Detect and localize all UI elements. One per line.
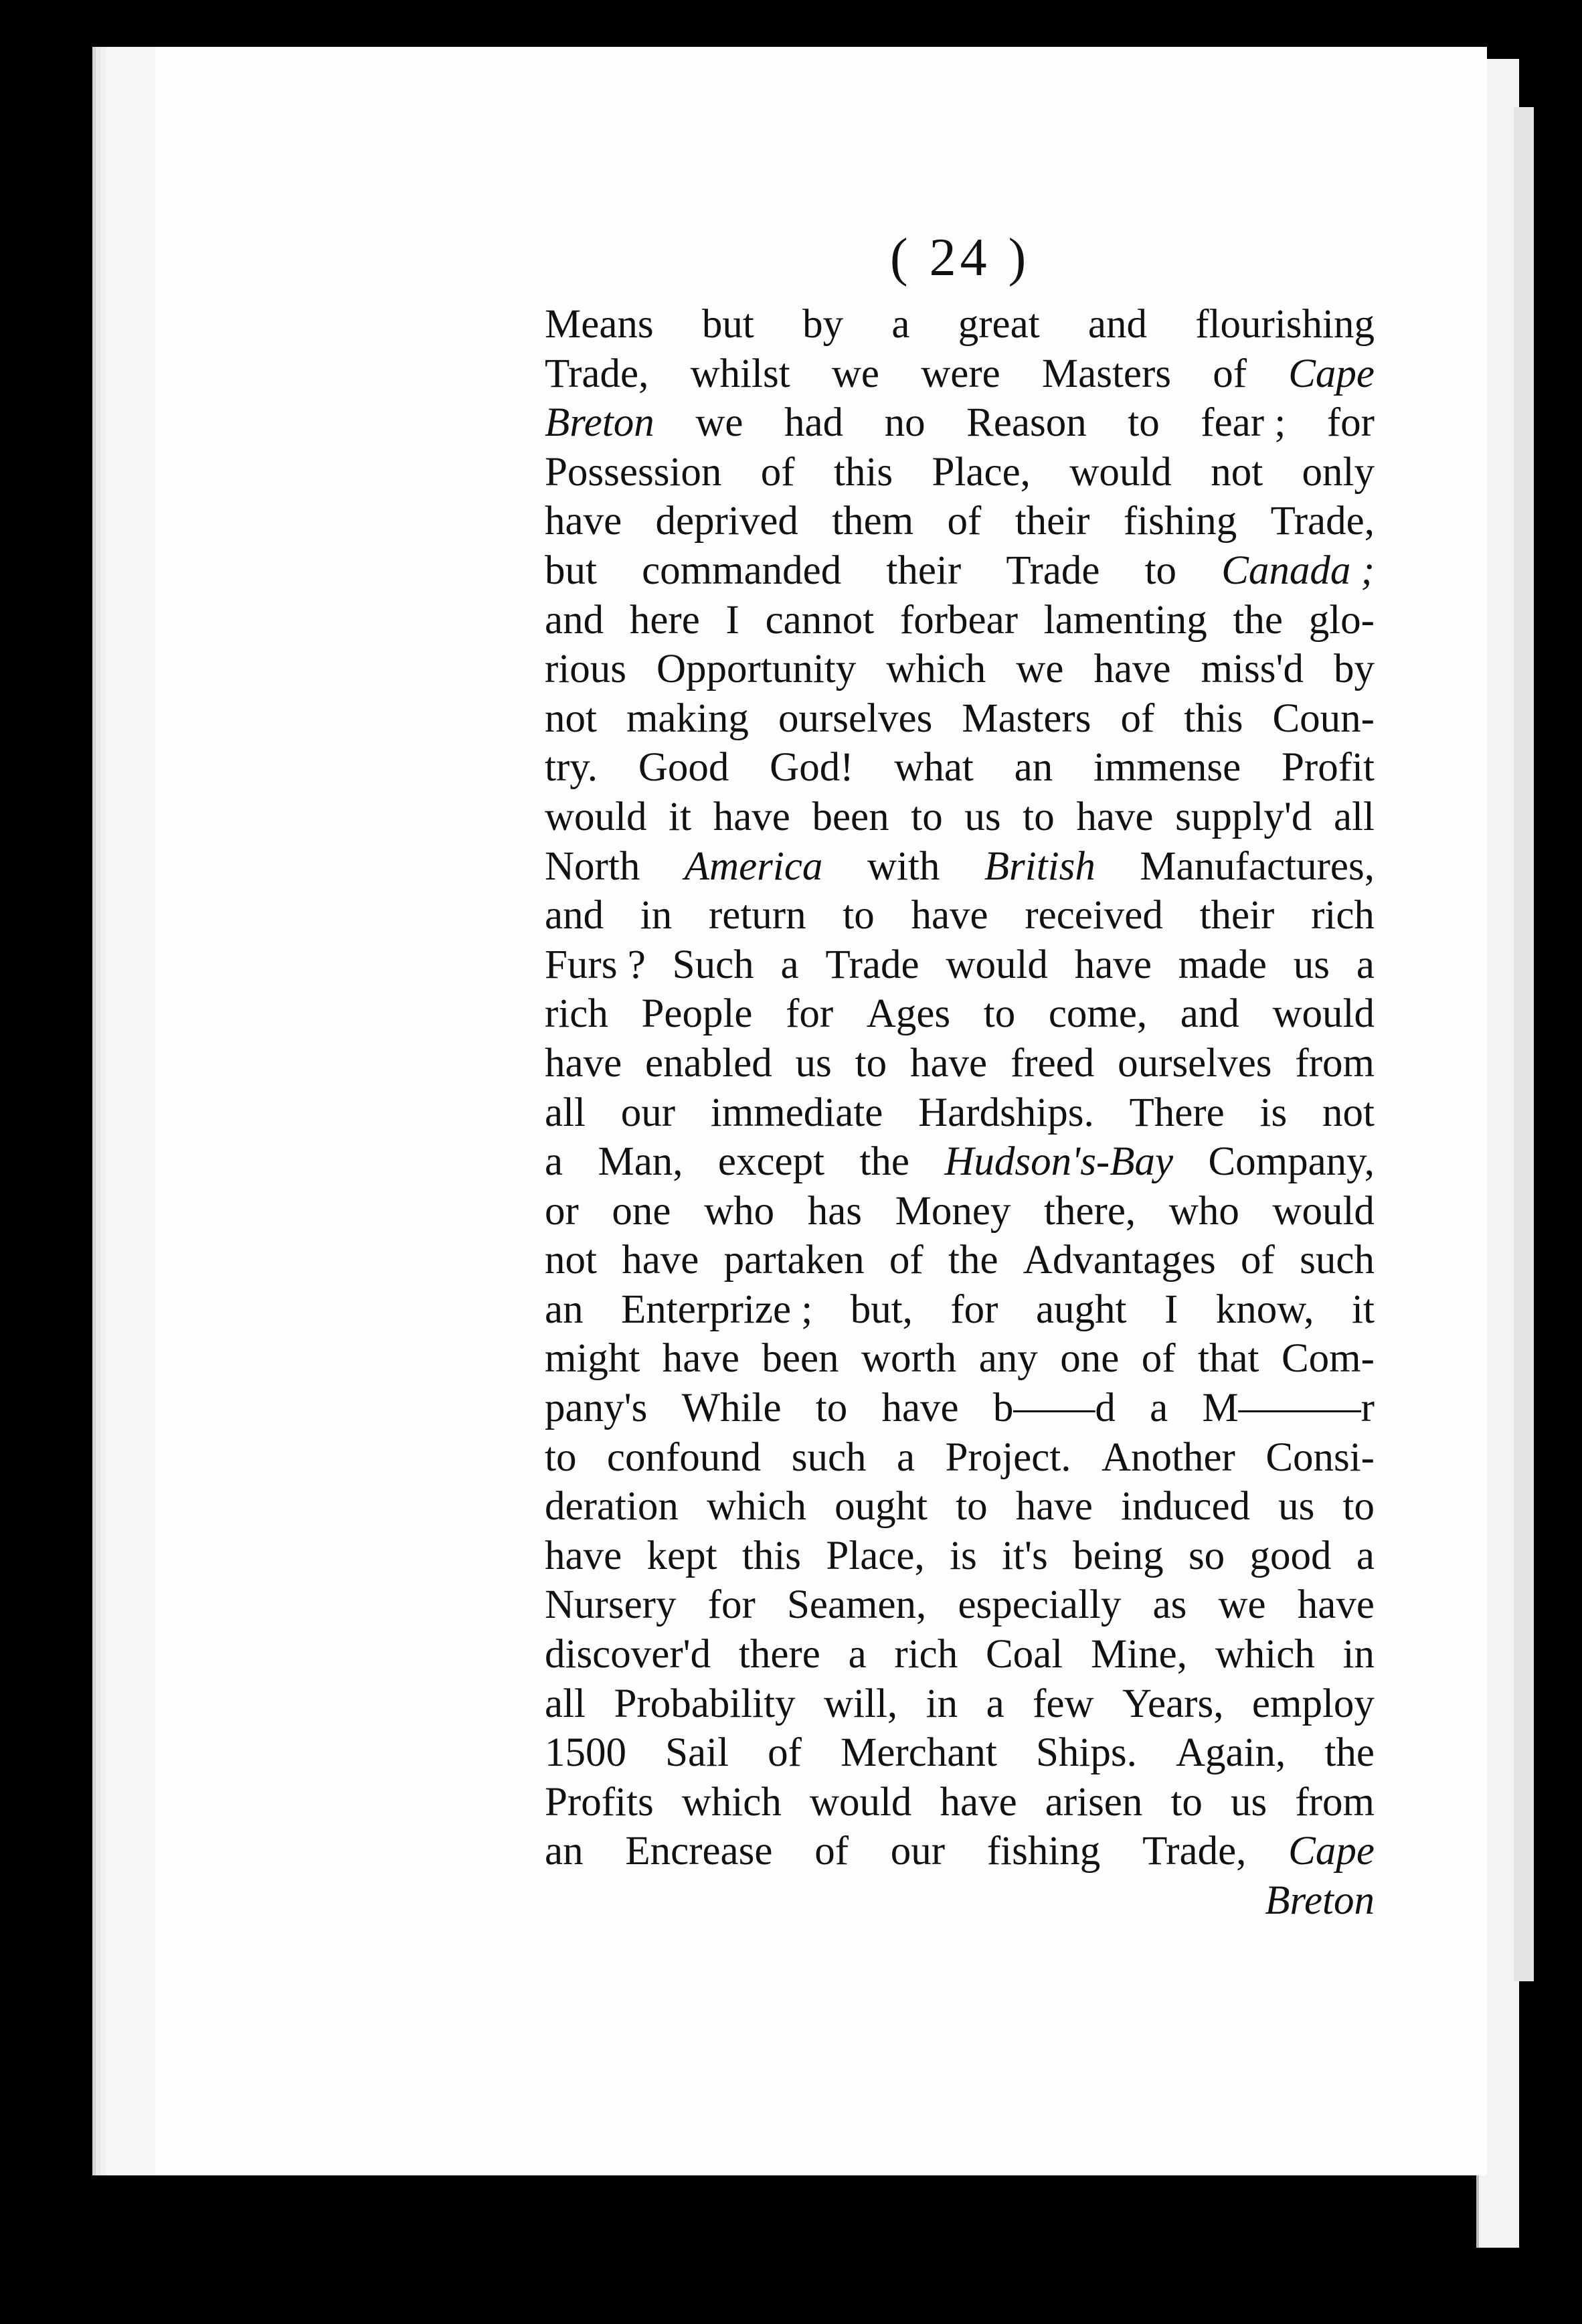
word: Man, bbox=[598, 1139, 683, 1185]
word: Trade bbox=[1006, 548, 1100, 593]
word: one bbox=[1060, 1336, 1120, 1382]
word: freed bbox=[1010, 1040, 1095, 1086]
word: but bbox=[701, 302, 754, 347]
word: us bbox=[1278, 1484, 1315, 1529]
word: them bbox=[832, 499, 914, 544]
text-line bbox=[545, 1778, 1375, 1827]
word: Possession bbox=[545, 449, 722, 495]
text-line bbox=[545, 1679, 1375, 1729]
word: all bbox=[1333, 794, 1375, 839]
word: Trade bbox=[825, 942, 919, 987]
word: ought bbox=[834, 1484, 928, 1529]
word: Trade, bbox=[1142, 1829, 1247, 1874]
word: Cape bbox=[1288, 351, 1375, 396]
word: an bbox=[545, 1286, 584, 1332]
word: Reason bbox=[966, 400, 1087, 446]
text-line bbox=[545, 349, 1375, 399]
word: or bbox=[545, 1188, 579, 1234]
word: especially bbox=[958, 1582, 1122, 1628]
word: being bbox=[1073, 1533, 1164, 1578]
word: Masters bbox=[1041, 351, 1172, 396]
text-line bbox=[545, 1285, 1375, 1335]
text-line bbox=[545, 300, 1375, 349]
word: supply'd bbox=[1175, 794, 1312, 839]
word: to bbox=[1023, 794, 1055, 839]
word: lamenting bbox=[1043, 597, 1207, 643]
word: of bbox=[1120, 695, 1155, 741]
word: except bbox=[717, 1139, 825, 1185]
word: we bbox=[1218, 1582, 1266, 1628]
word: has bbox=[807, 1188, 863, 1234]
word: b——d bbox=[992, 1386, 1116, 1431]
word: but bbox=[545, 548, 597, 593]
word: 1500 bbox=[545, 1730, 626, 1776]
word: by bbox=[1333, 647, 1375, 692]
text-line bbox=[545, 1187, 1375, 1236]
word: to bbox=[545, 1434, 577, 1480]
word: this bbox=[834, 449, 893, 495]
word: Advantages bbox=[1023, 1238, 1216, 1283]
word: Merchant bbox=[841, 1730, 997, 1776]
text-line bbox=[545, 842, 1375, 892]
word: been bbox=[812, 794, 889, 839]
word: to bbox=[1128, 400, 1160, 446]
word: Another bbox=[1101, 1434, 1235, 1480]
word: have bbox=[545, 1040, 622, 1086]
word: made bbox=[1178, 942, 1267, 987]
word: a bbox=[848, 1632, 867, 1677]
word: not bbox=[1322, 1090, 1375, 1135]
word: in bbox=[1342, 1632, 1375, 1677]
word: with bbox=[867, 843, 940, 889]
word: Profits bbox=[545, 1779, 654, 1825]
word: Masters bbox=[962, 695, 1091, 741]
word: Ages bbox=[866, 991, 951, 1037]
word: to bbox=[1144, 548, 1177, 593]
text-line bbox=[545, 694, 1375, 744]
word: our bbox=[620, 1090, 676, 1135]
word: a bbox=[780, 942, 799, 987]
word: Hardships. bbox=[918, 1090, 1094, 1135]
word: us bbox=[964, 794, 1001, 839]
word: induced bbox=[1120, 1484, 1251, 1529]
word: to bbox=[911, 794, 943, 839]
word: return bbox=[708, 893, 806, 938]
text-line bbox=[545, 1088, 1375, 1138]
word: which bbox=[1215, 1632, 1315, 1677]
word: to bbox=[815, 1386, 848, 1431]
word: in bbox=[926, 1681, 958, 1726]
word: from bbox=[1295, 1040, 1375, 1086]
word: rich bbox=[894, 1632, 958, 1677]
word: is bbox=[1259, 1090, 1288, 1135]
text-line bbox=[545, 940, 1375, 990]
text-line bbox=[545, 1384, 1375, 1433]
word: which bbox=[886, 647, 986, 692]
text-line bbox=[545, 1039, 1375, 1088]
text-line bbox=[545, 891, 1375, 940]
word: Such bbox=[672, 942, 754, 987]
word: aught bbox=[1035, 1286, 1127, 1332]
word: making bbox=[626, 695, 749, 741]
word: would bbox=[946, 942, 1048, 987]
word: from bbox=[1295, 1779, 1375, 1825]
word: have bbox=[545, 499, 622, 544]
word: would bbox=[1272, 1188, 1375, 1234]
word: no bbox=[884, 400, 926, 446]
word: not bbox=[545, 695, 597, 741]
text-line bbox=[545, 1433, 1375, 1483]
word: whilst bbox=[690, 351, 790, 396]
word: Profit bbox=[1281, 745, 1375, 791]
word: it bbox=[669, 794, 692, 839]
word: glo- bbox=[1308, 597, 1375, 643]
word: Again, bbox=[1175, 1730, 1286, 1776]
word: Mine, bbox=[1090, 1632, 1187, 1677]
word: of bbox=[814, 1829, 849, 1874]
word: would bbox=[545, 794, 647, 839]
word: fishing bbox=[1123, 499, 1237, 544]
word: for bbox=[707, 1582, 756, 1628]
word: Consi- bbox=[1265, 1434, 1375, 1480]
word: have bbox=[622, 1238, 699, 1283]
word: Coun- bbox=[1272, 695, 1375, 741]
word: have bbox=[909, 1040, 988, 1086]
word: to bbox=[956, 1484, 988, 1529]
word: there, bbox=[1044, 1188, 1136, 1234]
word: for bbox=[1326, 400, 1375, 446]
word: enabled bbox=[645, 1040, 772, 1086]
word: for bbox=[786, 991, 834, 1037]
word: to bbox=[855, 1040, 887, 1086]
word: the bbox=[1233, 597, 1283, 643]
word: Project. bbox=[945, 1434, 1071, 1480]
word: While bbox=[681, 1386, 782, 1431]
word: one bbox=[612, 1188, 671, 1234]
word: cannot bbox=[765, 597, 875, 643]
word: Coal bbox=[985, 1632, 1063, 1677]
word: arisen bbox=[1045, 1779, 1143, 1825]
word: a bbox=[896, 1434, 915, 1480]
word: fear ; bbox=[1201, 400, 1286, 446]
word: been bbox=[762, 1336, 839, 1382]
word: Means bbox=[545, 302, 654, 347]
word: of bbox=[1213, 351, 1247, 396]
word: Sail bbox=[665, 1730, 729, 1776]
word: have bbox=[1297, 1582, 1375, 1628]
word: Com- bbox=[1281, 1336, 1375, 1382]
word: will, bbox=[824, 1681, 898, 1726]
text-line bbox=[545, 1580, 1375, 1630]
word: all bbox=[545, 1090, 586, 1135]
word: this bbox=[741, 1533, 802, 1578]
word: have bbox=[1076, 794, 1154, 839]
word: of bbox=[1141, 1336, 1176, 1382]
word: to bbox=[1342, 1484, 1375, 1529]
word: their bbox=[886, 548, 962, 593]
text-line bbox=[545, 1334, 1375, 1384]
word: fishing bbox=[986, 1829, 1101, 1874]
word: who bbox=[1168, 1188, 1239, 1234]
text-line bbox=[545, 1236, 1375, 1285]
word: their bbox=[1015, 499, 1090, 544]
word: North bbox=[545, 843, 640, 889]
word: here bbox=[629, 597, 700, 643]
word: confound bbox=[606, 1434, 762, 1480]
catchword-line bbox=[545, 1876, 1375, 1926]
word: rious bbox=[545, 647, 626, 692]
word: received bbox=[1025, 893, 1163, 938]
word: of bbox=[1241, 1238, 1275, 1283]
word: have bbox=[1074, 942, 1152, 987]
word: Place, bbox=[826, 1533, 925, 1578]
word: have bbox=[662, 1336, 739, 1382]
word: the bbox=[859, 1139, 909, 1185]
word: in bbox=[640, 893, 673, 938]
word: Opportunity bbox=[656, 647, 857, 692]
word: us bbox=[795, 1040, 832, 1086]
word: Breton bbox=[545, 400, 654, 446]
word: know, bbox=[1215, 1286, 1314, 1332]
word: is bbox=[950, 1533, 977, 1578]
word: Seamen, bbox=[786, 1582, 927, 1628]
word: Probability bbox=[614, 1681, 796, 1726]
text-line bbox=[545, 546, 1375, 596]
text-line bbox=[545, 448, 1375, 497]
word: have bbox=[940, 1779, 1017, 1825]
word: their bbox=[1199, 893, 1275, 938]
page-stack-right-shadow bbox=[1514, 107, 1534, 1981]
word: employ bbox=[1251, 1681, 1375, 1726]
word: to bbox=[843, 893, 875, 938]
text-line bbox=[545, 793, 1375, 842]
word: the bbox=[948, 1238, 998, 1283]
word: an bbox=[545, 1829, 584, 1874]
word: immediate bbox=[710, 1090, 883, 1135]
word: there bbox=[738, 1632, 820, 1677]
word: for bbox=[950, 1286, 998, 1332]
word: Company, bbox=[1208, 1139, 1375, 1185]
word: few bbox=[1033, 1681, 1094, 1726]
word: a bbox=[891, 302, 910, 347]
word: Trade, bbox=[1270, 499, 1375, 544]
word: of bbox=[947, 499, 982, 544]
word: worth bbox=[861, 1336, 957, 1382]
word: such bbox=[791, 1434, 867, 1480]
word: great bbox=[958, 302, 1040, 347]
word: Manufactures, bbox=[1140, 843, 1375, 889]
word: this bbox=[1184, 695, 1243, 741]
word: were bbox=[921, 351, 1000, 396]
word: us bbox=[1293, 942, 1330, 987]
word: of bbox=[768, 1730, 802, 1776]
text-line bbox=[545, 1728, 1375, 1778]
word: flourishing bbox=[1195, 302, 1375, 347]
word: such bbox=[1300, 1238, 1375, 1283]
word: an bbox=[1014, 745, 1053, 791]
word: not bbox=[545, 1238, 597, 1283]
word: have bbox=[713, 794, 790, 839]
word: to bbox=[1170, 1779, 1203, 1825]
word: People bbox=[641, 991, 753, 1037]
word: which bbox=[681, 1779, 782, 1825]
word: British bbox=[984, 843, 1095, 889]
word: we bbox=[695, 400, 743, 446]
word: try. bbox=[545, 745, 598, 791]
word: would bbox=[1069, 449, 1172, 495]
word: have bbox=[911, 893, 988, 938]
word: of bbox=[760, 449, 795, 495]
word: deprived bbox=[655, 499, 798, 544]
text-line bbox=[545, 596, 1375, 645]
text-line bbox=[545, 645, 1375, 694]
word: but, bbox=[850, 1286, 913, 1332]
word: pany's bbox=[545, 1386, 648, 1431]
word: Money bbox=[895, 1188, 1011, 1234]
word: a bbox=[545, 1139, 563, 1185]
word: Encrease bbox=[625, 1829, 773, 1874]
text-line bbox=[545, 989, 1375, 1039]
catchword: Breton bbox=[1265, 1878, 1375, 1923]
word: only bbox=[1302, 449, 1375, 495]
word: forbear bbox=[899, 597, 1019, 643]
word: ourselves bbox=[778, 695, 933, 741]
word: Place, bbox=[932, 449, 1031, 495]
word: and bbox=[545, 893, 604, 938]
word: There bbox=[1129, 1090, 1225, 1135]
word: a bbox=[1356, 1533, 1375, 1578]
body-text bbox=[545, 300, 1375, 1926]
text-line bbox=[545, 1137, 1375, 1187]
word: Trade, bbox=[545, 351, 649, 396]
word: rich bbox=[1311, 893, 1375, 938]
word: a bbox=[986, 1681, 1004, 1726]
word: our bbox=[890, 1829, 946, 1874]
word: have bbox=[545, 1533, 622, 1578]
word: would bbox=[1272, 991, 1375, 1037]
word: partaken bbox=[723, 1238, 865, 1283]
word: deration bbox=[545, 1484, 679, 1529]
word: immense bbox=[1093, 745, 1241, 791]
word: which bbox=[706, 1484, 807, 1529]
text-line bbox=[545, 743, 1375, 793]
word: miss'd bbox=[1201, 647, 1304, 692]
word: to bbox=[983, 991, 1016, 1037]
word: not bbox=[1211, 449, 1263, 495]
word: it's bbox=[1002, 1533, 1048, 1578]
text-line bbox=[545, 497, 1375, 546]
word: Cape bbox=[1288, 1829, 1375, 1874]
word: Nursery bbox=[545, 1582, 677, 1628]
word: good bbox=[1249, 1533, 1332, 1578]
word: and bbox=[1180, 991, 1239, 1037]
word: a bbox=[1150, 1386, 1168, 1431]
word: we bbox=[831, 351, 879, 396]
word: have bbox=[1093, 647, 1171, 692]
word: by bbox=[802, 302, 844, 347]
word: might bbox=[545, 1336, 640, 1382]
word: Enterprize ; bbox=[621, 1286, 813, 1332]
word: ourselves bbox=[1118, 1040, 1272, 1086]
word: America bbox=[684, 843, 823, 889]
word: come, bbox=[1048, 991, 1148, 1037]
word: I bbox=[1164, 1286, 1178, 1332]
word: kept bbox=[646, 1533, 717, 1578]
word: M———r bbox=[1202, 1386, 1375, 1431]
word: any bbox=[978, 1336, 1038, 1382]
word: it bbox=[1352, 1286, 1375, 1332]
word: have bbox=[881, 1386, 959, 1431]
word: all bbox=[545, 1681, 586, 1726]
word: of bbox=[889, 1238, 924, 1283]
word: Canada ; bbox=[1221, 548, 1375, 593]
word: Furs ? bbox=[545, 942, 646, 987]
word: rich bbox=[545, 991, 608, 1037]
word: us bbox=[1231, 1779, 1267, 1825]
word: Hudson's-Bay bbox=[944, 1139, 1174, 1185]
text-line bbox=[545, 1630, 1375, 1679]
word: that bbox=[1198, 1336, 1259, 1382]
text-line bbox=[545, 398, 1375, 448]
word: we bbox=[1016, 647, 1064, 692]
word: commanded bbox=[642, 548, 842, 593]
word: Good bbox=[638, 745, 729, 791]
word: would bbox=[809, 1779, 912, 1825]
page-number: ( 24 ) bbox=[890, 228, 1031, 287]
text-line bbox=[545, 1482, 1375, 1531]
word: discover'd bbox=[545, 1632, 711, 1677]
word: as bbox=[1152, 1582, 1187, 1628]
word: what bbox=[894, 745, 974, 791]
word: who bbox=[704, 1188, 775, 1234]
word: and bbox=[545, 597, 604, 643]
word: have bbox=[1015, 1484, 1093, 1529]
word: God! bbox=[770, 745, 854, 791]
word: the bbox=[1324, 1730, 1375, 1776]
word: so bbox=[1188, 1533, 1225, 1578]
word: Years, bbox=[1122, 1681, 1224, 1726]
word: and bbox=[1087, 302, 1147, 347]
word: a bbox=[1356, 942, 1375, 987]
word: I bbox=[725, 597, 739, 643]
word: had bbox=[784, 400, 844, 446]
word: Ships. bbox=[1035, 1730, 1137, 1776]
text-line bbox=[545, 1827, 1375, 1876]
text-line bbox=[545, 1531, 1375, 1581]
